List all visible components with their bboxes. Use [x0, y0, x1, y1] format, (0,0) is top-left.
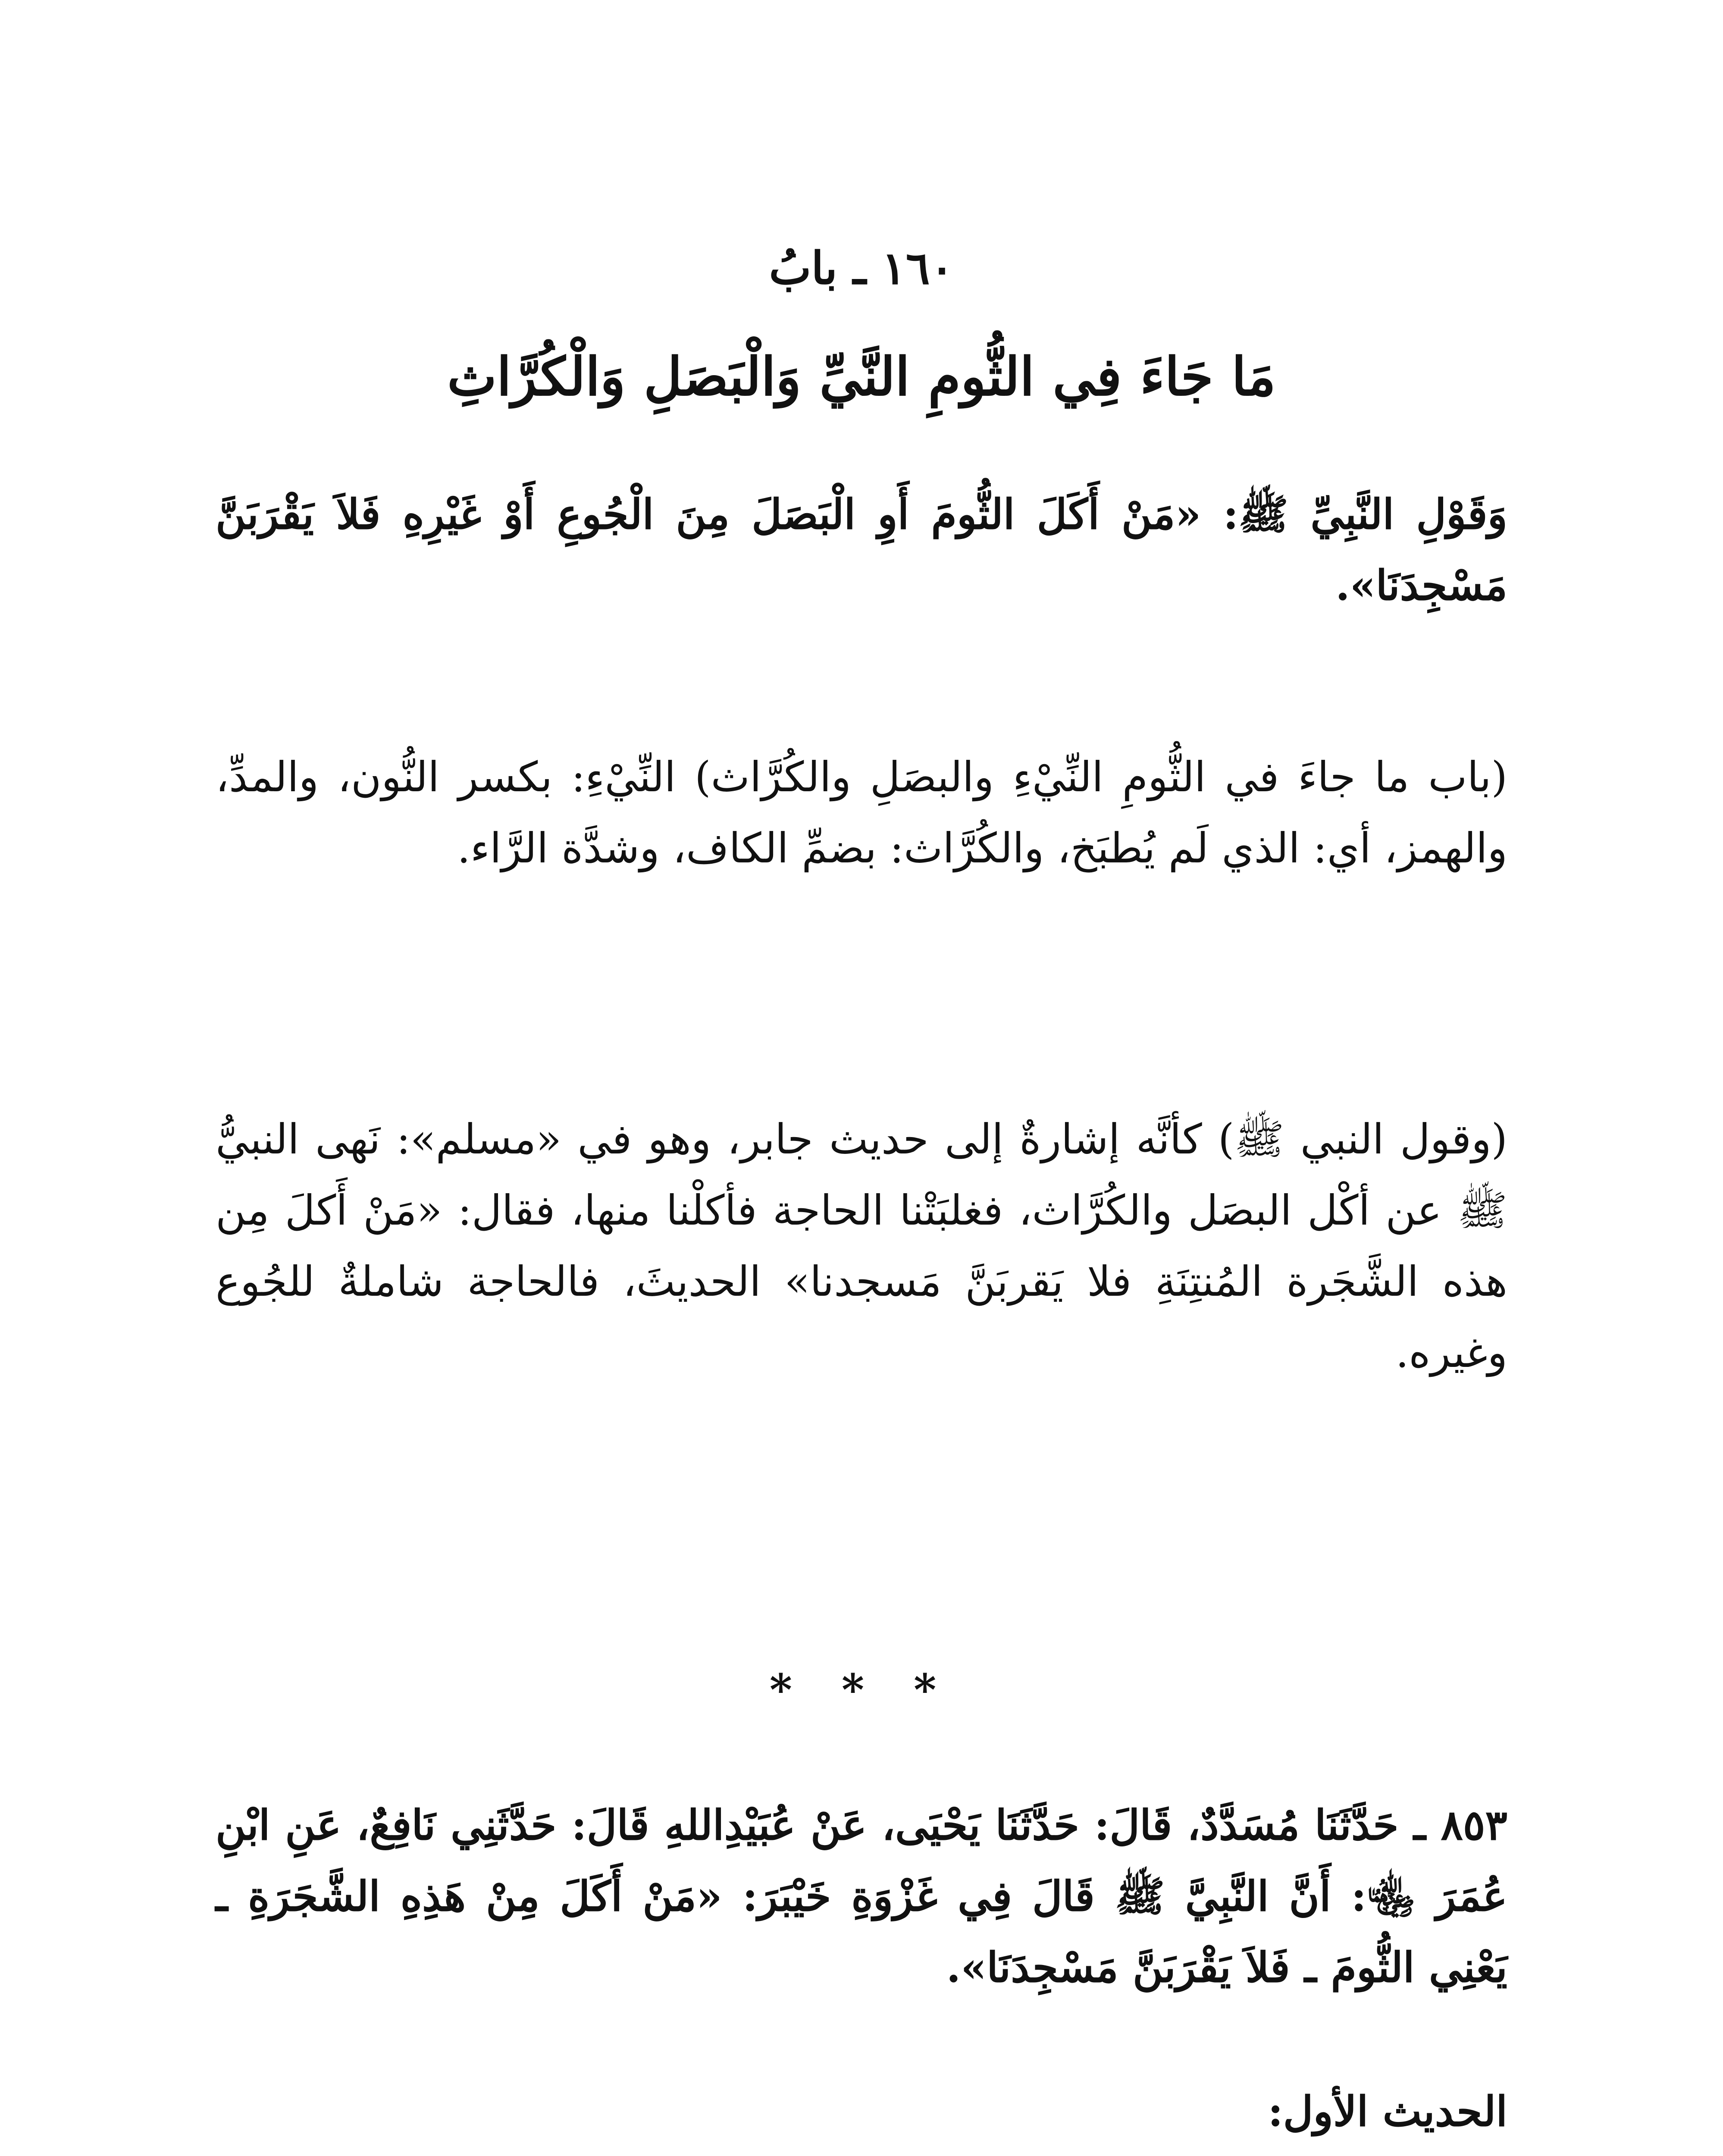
commentary-paragraph: (وقول النبي ﷺ) كأنَّه إشارةٌ إلى حديث جابر، وهو في «مسلم»: نَهى النبيُّ ﷺ عن أكْل البصَل والكُرَّاث، فغلبَتْنا الحاجة فأكلْنا منها، فقال: «مَنْ أَكلَ مِن هذه الشَّجَرة المُنتِنَةِ فلا يَقربَنَّ مَسجدنا» الحديثَ، فالحاجة شاملةٌ للجُوع وغيره. — [216, 1115, 1507, 1377]
chapter-title: مَا جَاءَ فِي الثُّومِ النَّيِّ وَالْبَصَلِ وَالْكُرَّاثِ — [447, 345, 1276, 407]
commentary-paragraph: (باب ما جاءَ في الثُّومِ النِّيْءِ والبصَلِ والكُرَّاث) النِّيْءِ: بكسر النُّون، والمدِّ، والهمز، أي: الذي لَم يُطبَخ، والكُرَّاث: بضمِّ الكاف، وشدَّة الرَّاء. — [216, 753, 1507, 873]
chapter-quote-paragraph: وَقَوْلِ النَّبِيِّ ﷺ: «مَنْ أَكَلَ الثُّومَ أَوِ الْبَصَلَ مِنَ الْجُوعِ أَوْ غَيْرِهِ فَلاَ يَقْرَبَنَّ مَسْجِدَنَا». — [216, 490, 1507, 610]
section-heading: الحديث الأول: — [1268, 2087, 1507, 2136]
hadith-paragraph: ٨٥٣ ـ حَدَّثَنَا مُسَدَّدٌ، قَالَ: حَدَّثَنَا يَحْيَى، عَنْ عُبَيْدِاللهِ قَالَ: حَدَّثَنِي نَافِعٌ، عَنِ ابْنِ عُمَرَ ﵄: أَنَّ النَّبِيَّ ﷺ قَالَ فِي غَزْوَةِ خَيْبَرَ: «مَنْ أَكَلَ مِنْ هَذِهِ الشَّجَرَةِ ـ يَعْنِي الثُّومَ ـ فَلاَ يَقْرَبَنَّ مَسْجِدَنَا». — [216, 1801, 1508, 1992]
chapter-number: ١٦٠ ـ بابُ — [769, 241, 954, 295]
document-page — [216, 216, 1507, 2156]
section-separator: * * * — [769, 1664, 954, 1715]
